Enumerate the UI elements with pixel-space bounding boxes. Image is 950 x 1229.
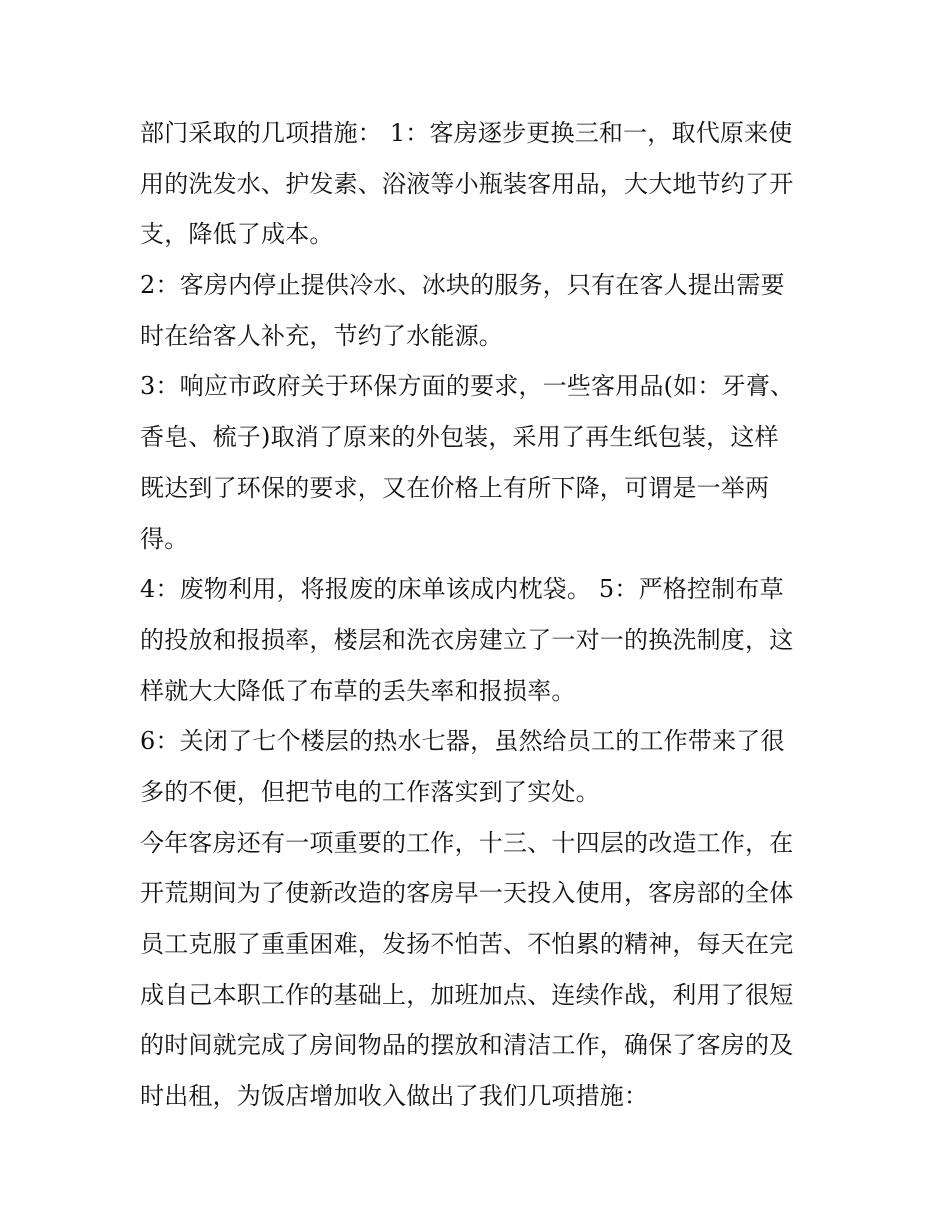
text-line: 4：废物利用，将报废的床单该成内枕袋。 5：严格控制布草 xyxy=(140,575,784,604)
text-line: 员工克服了重重困难，发扬不怕苦、不怕累的精神，每天在完 xyxy=(140,930,794,958)
text-line: 用的洗发水、护发素、浴液等小瓶装客用品，大大地节约了开 xyxy=(140,169,794,198)
text-line: 样就大大降低了布草的丢失率和报损率。 xyxy=(140,676,576,705)
text-line: 时在给客人补充，节约了水能源。 xyxy=(140,321,503,350)
text-line: 开荒期间为了使新改造的客房早一天投入使用，客房部的全体 xyxy=(140,879,794,908)
text-line: 得。 xyxy=(140,524,189,553)
text-line: 时出租，为饭店增加收入做出了我们几项措施： xyxy=(140,1082,649,1111)
text-line: 香皂、梳子)取消了原来的外包装，采用了再生纸包装，这样 xyxy=(140,423,779,452)
text-line: 多的不便，但把节电的工作落实到了实处。 xyxy=(140,777,600,806)
text-line: 的时间就完成了房间物品的摆放和清洁工作，确保了客房的及 xyxy=(140,1031,794,1060)
text-line: 的投放和报损率，楼层和洗衣房建立了一对一的换洗制度，这 xyxy=(140,625,794,654)
paragraph-measures-1 xyxy=(140,108,812,260)
text-line: 今年客房还有一项重要的工作，十三、十四层的改造工作，在 xyxy=(140,828,794,857)
paragraph-measure-3 xyxy=(140,361,812,564)
text-line: 3：响应市政府关于环保方面的要求，一些客用品(如：牙膏、 xyxy=(140,372,795,401)
paragraph-renovation xyxy=(140,818,812,1122)
text-line: 既达到了环保的要求，又在价格上有所下降，可谓是一举两 xyxy=(140,473,770,502)
paragraph-measure-2 xyxy=(140,260,812,361)
text-line: 2：客房内停止提供冷水、冰块的服务，只有在客人提出需要 xyxy=(140,271,785,300)
text-line: 支，降低了成本。 xyxy=(140,220,334,249)
text-line: 部门采取的几项措施： 1：客房逐步更换三和一，取代原来使 xyxy=(140,119,793,147)
document-body xyxy=(140,108,812,1122)
text-line: 6：关闭了七个楼层的热水七器，虽然给员工的工作带来了很 xyxy=(140,727,785,756)
paragraph-measures-4-5 xyxy=(140,564,812,716)
text-line: 成自己本职工作的基础上，加班加点、连续作战，利用了很短 xyxy=(140,980,794,1009)
paragraph-measure-6 xyxy=(140,716,812,817)
